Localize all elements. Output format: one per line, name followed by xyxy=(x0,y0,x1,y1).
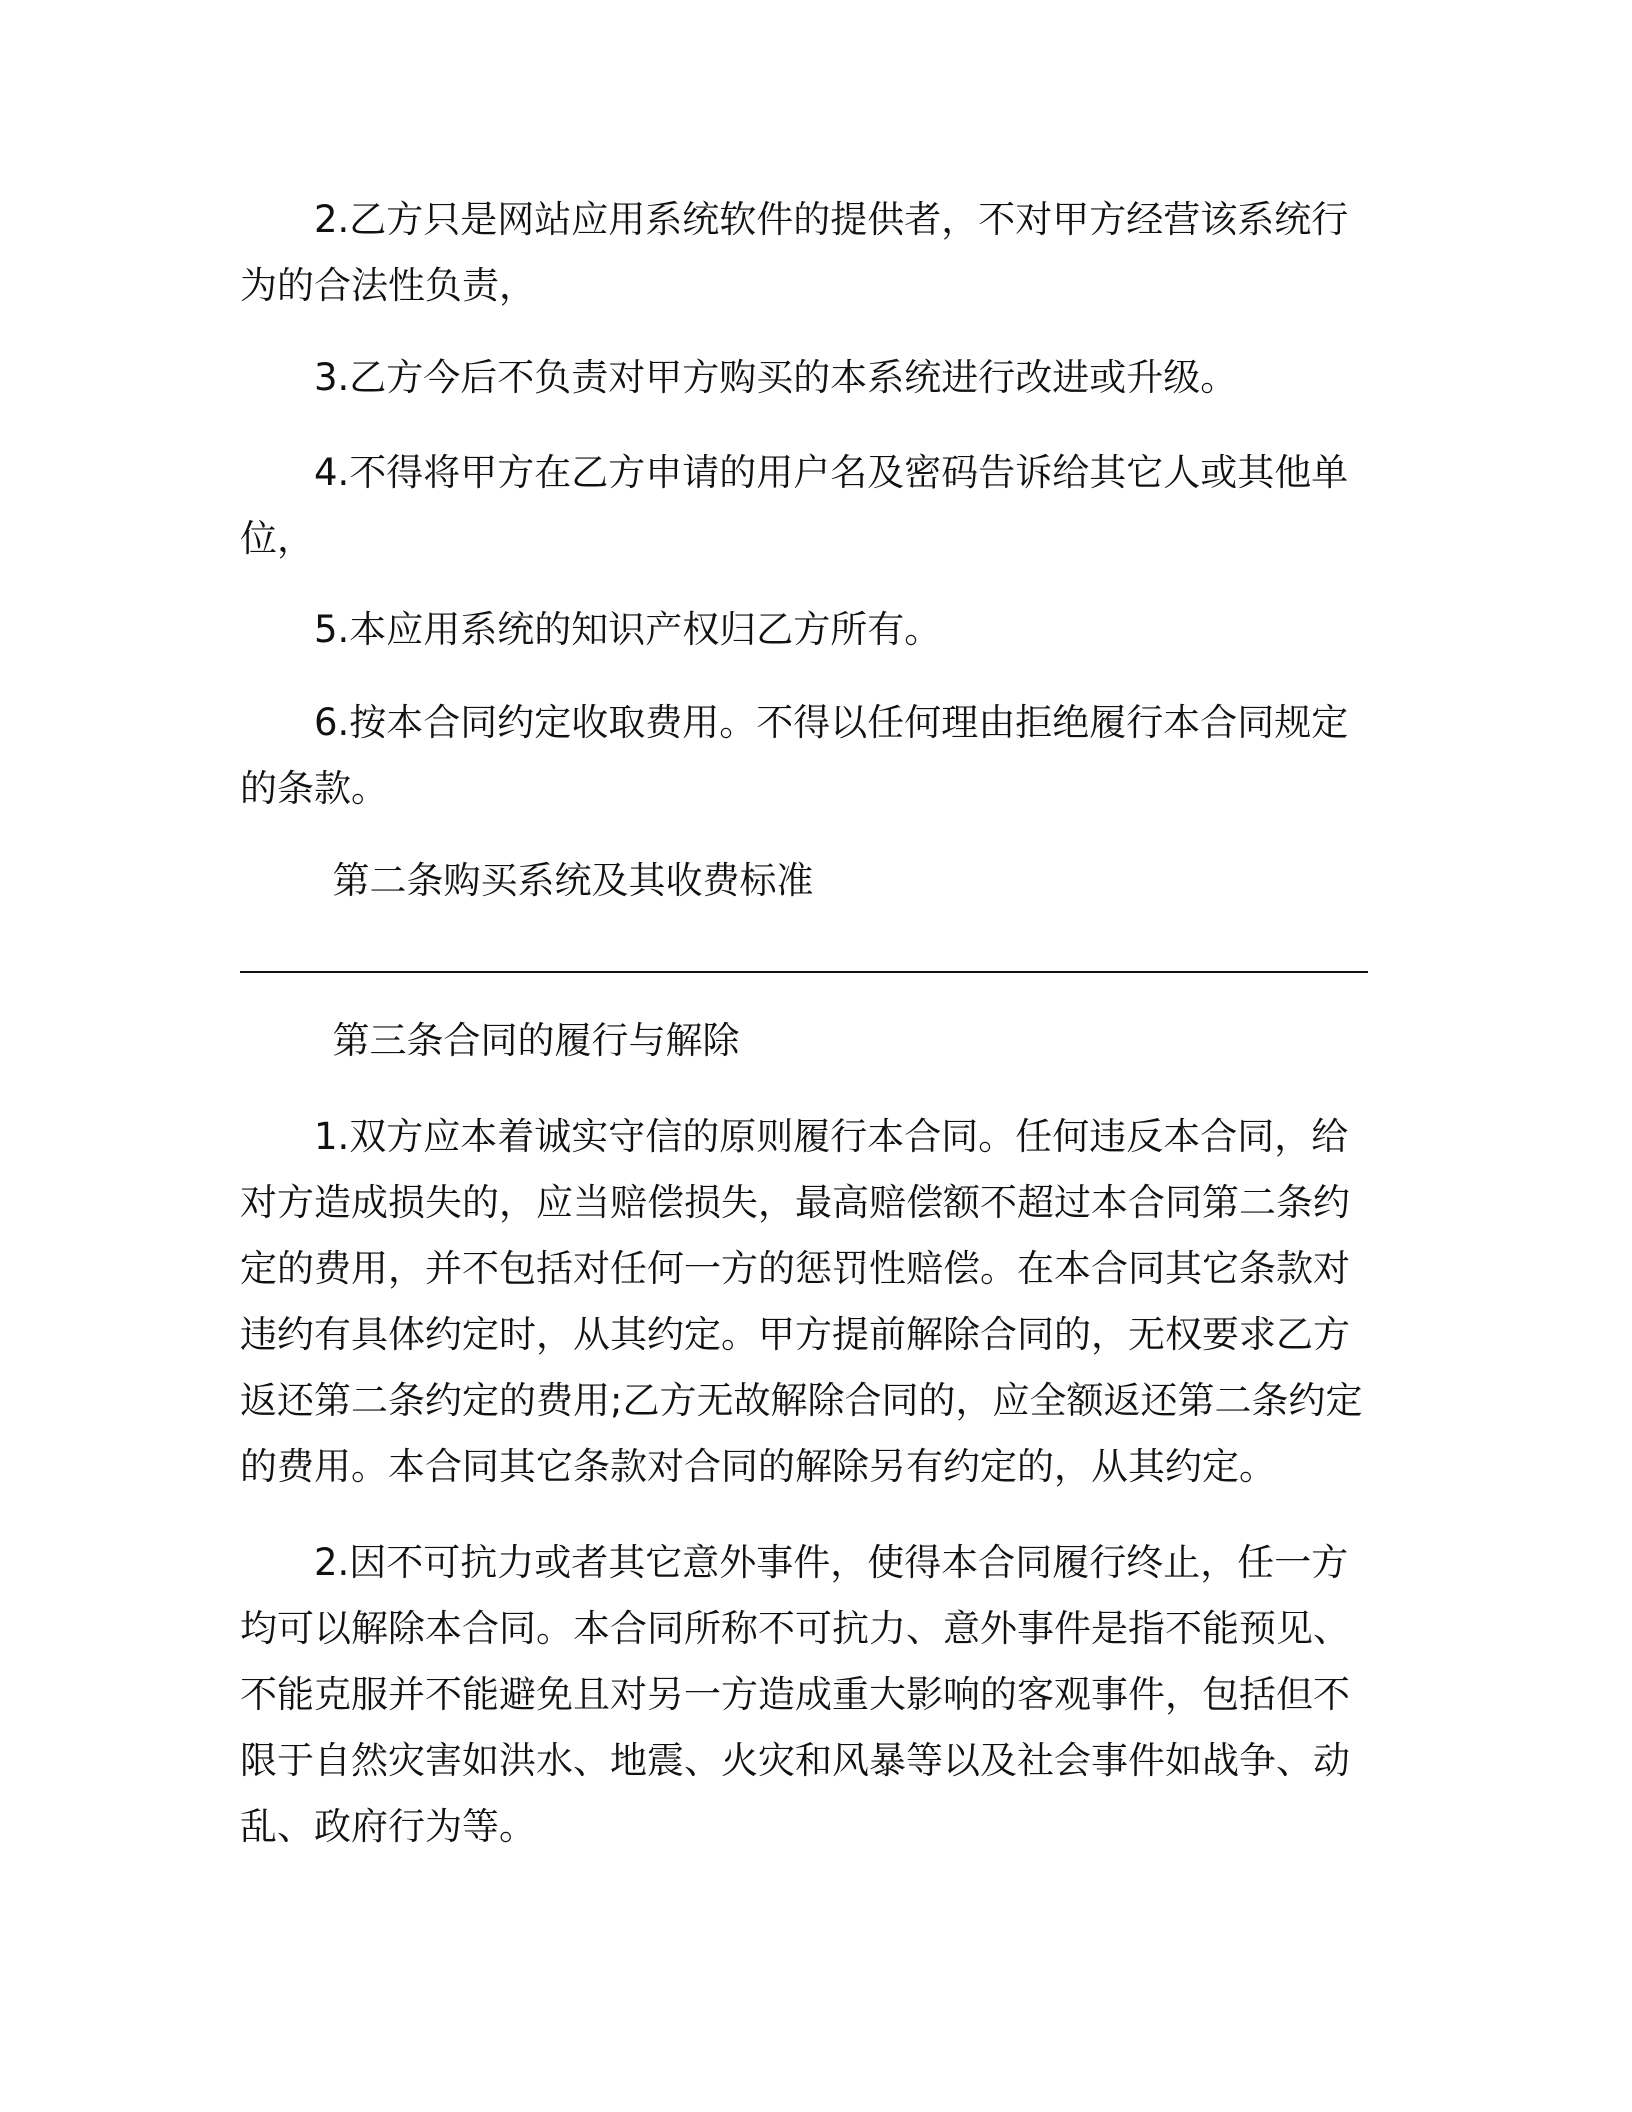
article-3-clause-2: 2.因不可抗力或者其它意外事件，使得本合同履行终止，任一方均可以解除本合同。本合同所称不可抗力、意外事件是指不能预见、不能克服并不能避免且对另一方造成重大影响的客观事件，包括但不限于自然灾害如洪水、地震、火灾和风暴等以及社会事件如战争、动乱、政府行为等。 xyxy=(240,1541,1350,1848)
fill-in-blank-line xyxy=(240,971,1368,973)
clause-6: 6.按本合同约定收取费用。不得以任何理由拒绝履行本合同规定的条款。 xyxy=(240,701,1349,810)
clause-3: 3.乙方今后不负责对甲方购买的本系统进行改进或升级。 xyxy=(314,356,1238,399)
clause-5: 5.本应用系统的知识产权归乙方所有。 xyxy=(314,608,942,651)
article-2-heading: 第二条购买系统及其收费标准 xyxy=(332,859,814,902)
clause-2: 2.乙方只是网站应用系统软件的提供者，不对甲方经营该系统行为的合法性负责， xyxy=(240,198,1349,307)
article-3-heading: 第三条合同的履行与解除 xyxy=(332,1019,740,1062)
clause-4: 4.不得将甲方在乙方申请的用户名及密码告诉给其它人或其他单位， xyxy=(240,451,1349,560)
article-3-clause-1: 1.双方应本着诚实守信的原则履行本合同。任何违反本合同，给对方造成损失的，应当赔偿损失，最高赔偿额不超过本合同第二条约定的费用，并不包括对任何一方的惩罚性赔偿。在本合同其它条款对违约有具体约定时，从其约定。甲方提前解除合同的，无权要求乙方返还第二条约定的费用;乙方无故解除合同的，应全额返还第二条约定的费用。本合同其它条款对合同的解除另有约定的，从其约定。 xyxy=(240,1115,1363,1488)
